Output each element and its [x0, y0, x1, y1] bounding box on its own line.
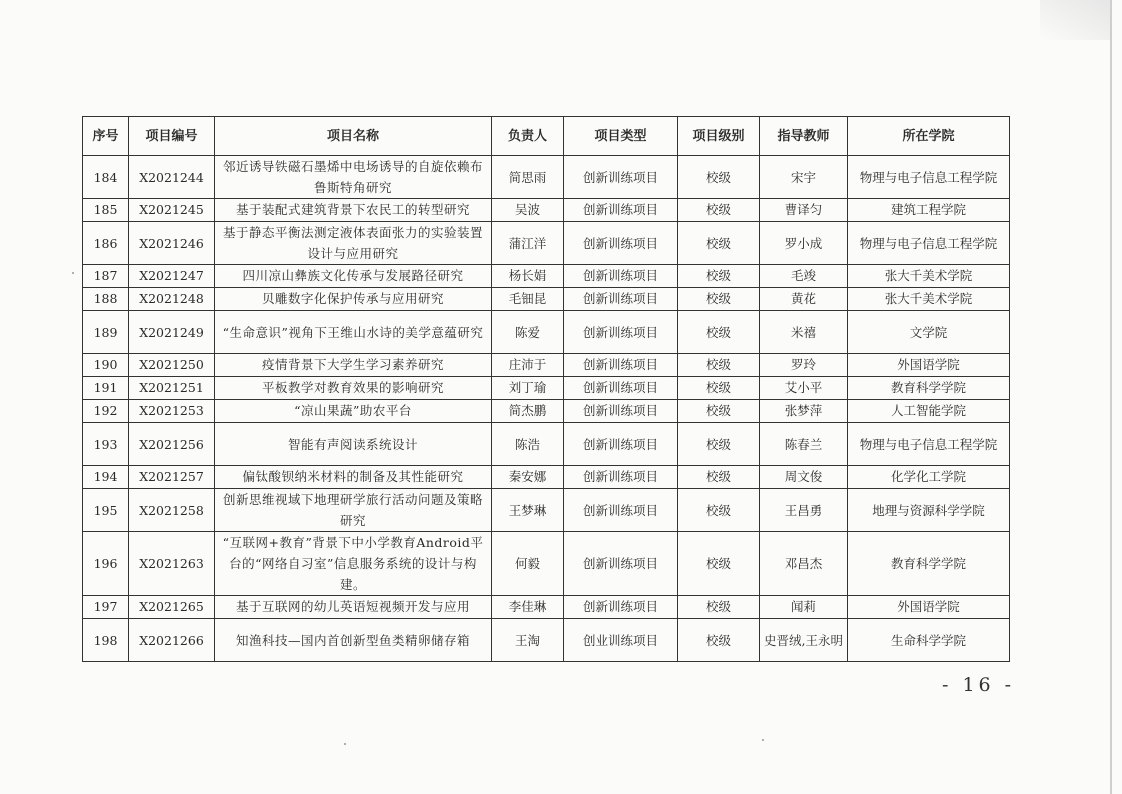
cell-name: 四川凉山彝族文化传承与发展路径研究	[215, 265, 492, 288]
cell-code: X2021244	[129, 156, 215, 199]
table-row	[83, 311, 1010, 354]
cell-name: 贝雕数字化保护传承与应用研究	[215, 288, 492, 311]
cell-leader: 简思雨	[492, 156, 564, 199]
cell-level: 校级	[678, 354, 760, 377]
cell-college: 生命科学学院	[848, 619, 1010, 662]
cell-type: 创新训练项目	[564, 199, 678, 222]
scan-speck	[762, 739, 764, 741]
cell-leader: 何毅	[492, 532, 564, 596]
cell-seq: 198	[83, 619, 129, 662]
cell-type: 创新训练项目	[564, 532, 678, 596]
cell-code: X2021251	[129, 377, 215, 400]
table-row	[83, 222, 1010, 265]
project-table	[82, 116, 1010, 662]
cell-seq: 193	[83, 423, 129, 466]
cell-advisor: 邓昌杰	[760, 532, 848, 596]
cell-code: X2021253	[129, 400, 215, 423]
cell-college: 物理与电子信息工程学院	[848, 156, 1010, 199]
cell-type: 创新训练项目	[564, 265, 678, 288]
cell-college: 化学化工学院	[848, 466, 1010, 489]
cell-name: 基于互联网的幼儿英语短视频开发与应用	[215, 596, 492, 619]
table-row	[83, 354, 1010, 377]
cell-name: 基于静态平衡法测定液体表面张力的实验装置设计与应用研究	[215, 222, 492, 265]
cell-level: 校级	[678, 489, 760, 532]
cell-leader: 毛钿昆	[492, 288, 564, 311]
cell-college: 张大千美术学院	[848, 265, 1010, 288]
cell-type: 创新训练项目	[564, 400, 678, 423]
cell-type: 创新训练项目	[564, 288, 678, 311]
cell-level: 校级	[678, 265, 760, 288]
cell-code: X2021256	[129, 423, 215, 466]
cell-seq: 188	[83, 288, 129, 311]
cell-leader: 李佳琳	[492, 596, 564, 619]
table-row	[83, 288, 1010, 311]
table-row	[83, 423, 1010, 466]
cell-name: 创新思维视域下地理研学旅行活动问题及策略研究	[215, 489, 492, 532]
table-row	[83, 377, 1010, 400]
cell-level: 校级	[678, 619, 760, 662]
cell-seq: 196	[83, 532, 129, 596]
cell-code: X2021265	[129, 596, 215, 619]
cell-type: 创新训练项目	[564, 354, 678, 377]
cell-advisor: 毛竣	[760, 265, 848, 288]
cell-seq: 189	[83, 311, 129, 354]
table-row	[83, 156, 1010, 199]
table-row	[83, 466, 1010, 489]
cell-level: 校级	[678, 311, 760, 354]
cell-type: 创新训练项目	[564, 489, 678, 532]
header-college: 所在学院	[848, 117, 1010, 156]
scan-speck	[344, 743, 346, 745]
header-code: 项目编号	[129, 117, 215, 156]
cell-level: 校级	[678, 288, 760, 311]
cell-code: X2021263	[129, 532, 215, 596]
cell-advisor: 史晋绒,王永明	[760, 619, 848, 662]
cell-name: 邻近诱导铁磁石墨烯中电场诱导的自旋依赖布鲁斯特角研究	[215, 156, 492, 199]
header-level: 项目级别	[678, 117, 760, 156]
page-edge	[1110, 0, 1112, 794]
cell-college: 物理与电子信息工程学院	[848, 222, 1010, 265]
cell-seq: 184	[83, 156, 129, 199]
table-row	[83, 265, 1010, 288]
cell-level: 校级	[678, 532, 760, 596]
cell-college: 文学院	[848, 311, 1010, 354]
cell-code: X2021249	[129, 311, 215, 354]
header-advisor: 指导教师	[760, 117, 848, 156]
cell-seq: 190	[83, 354, 129, 377]
header-name: 项目名称	[215, 117, 492, 156]
cell-advisor: 陈春兰	[760, 423, 848, 466]
cell-level: 校级	[678, 377, 760, 400]
scan-speck	[72, 272, 74, 274]
cell-name: 疫情背景下大学生学习素养研究	[215, 354, 492, 377]
cell-leader: 陈爱	[492, 311, 564, 354]
cell-name: 知渔科技—国内首创新型鱼类精卵储存箱	[215, 619, 492, 662]
header-seq: 序号	[83, 117, 129, 156]
cell-leader: 陈浩	[492, 423, 564, 466]
cell-college: 张大千美术学院	[848, 288, 1010, 311]
cell-code: X2021245	[129, 199, 215, 222]
cell-type: 创新训练项目	[564, 377, 678, 400]
cell-college: 建筑工程学院	[848, 199, 1010, 222]
cell-name: 偏钛酸钡纳米材料的制备及其性能研究	[215, 466, 492, 489]
cell-advisor: 米禧	[760, 311, 848, 354]
table-row	[83, 596, 1010, 619]
cell-leader: 简杰鹏	[492, 400, 564, 423]
cell-name: “互联网+教育”背景下中小学教育Android平台的“网络自习室”信息服务系统的设计与构建。	[215, 532, 492, 596]
cell-code: X2021247	[129, 265, 215, 288]
cell-name: 基于装配式建筑背景下农民工的转型研究	[215, 199, 492, 222]
page-number: - 16 -	[942, 674, 1016, 696]
cell-leader: 秦安娜	[492, 466, 564, 489]
cell-name: “凉山果蔬”助农平台	[215, 400, 492, 423]
cell-seq: 194	[83, 466, 129, 489]
cell-advisor: 周文俊	[760, 466, 848, 489]
cell-advisor: 艾小平	[760, 377, 848, 400]
cell-seq: 197	[83, 596, 129, 619]
cell-level: 校级	[678, 400, 760, 423]
cell-seq: 195	[83, 489, 129, 532]
cell-name: “生命意识”视角下王维山水诗的美学意蕴研究	[215, 311, 492, 354]
cell-leader: 刘丁瑜	[492, 377, 564, 400]
table-row	[83, 532, 1010, 596]
cell-seq: 192	[83, 400, 129, 423]
cell-type: 创新训练项目	[564, 156, 678, 199]
cell-advisor: 闻莉	[760, 596, 848, 619]
cell-college: 外国语学院	[848, 354, 1010, 377]
cell-leader: 杨长娟	[492, 265, 564, 288]
cell-type: 创新训练项目	[564, 423, 678, 466]
table-row	[83, 619, 1010, 662]
cell-leader: 庄沛于	[492, 354, 564, 377]
cell-seq: 185	[83, 199, 129, 222]
cell-level: 校级	[678, 423, 760, 466]
scan-shadow	[1040, 0, 1110, 40]
cell-leader: 王梦琳	[492, 489, 564, 532]
cell-college: 教育科学学院	[848, 532, 1010, 596]
table-header-row	[83, 117, 1010, 156]
cell-code: X2021246	[129, 222, 215, 265]
cell-advisor: 罗玲	[760, 354, 848, 377]
cell-college: 外国语学院	[848, 596, 1010, 619]
cell-level: 校级	[678, 222, 760, 265]
cell-code: X2021248	[129, 288, 215, 311]
cell-type: 创业训练项目	[564, 619, 678, 662]
cell-level: 校级	[678, 156, 760, 199]
header-leader: 负责人	[492, 117, 564, 156]
table-row	[83, 199, 1010, 222]
cell-college: 教育科学学院	[848, 377, 1010, 400]
cell-advisor: 罗小成	[760, 222, 848, 265]
cell-type: 创新训练项目	[564, 311, 678, 354]
cell-name: 智能有声阅读系统设计	[215, 423, 492, 466]
table-row	[83, 489, 1010, 532]
cell-college: 地理与资源科学学院	[848, 489, 1010, 532]
header-type: 项目类型	[564, 117, 678, 156]
cell-leader: 王淘	[492, 619, 564, 662]
cell-level: 校级	[678, 466, 760, 489]
cell-leader: 蒲江洋	[492, 222, 564, 265]
cell-college: 人工智能学院	[848, 400, 1010, 423]
cell-type: 创新训练项目	[564, 466, 678, 489]
cell-advisor: 张梦萍	[760, 400, 848, 423]
cell-advisor: 曹译匀	[760, 199, 848, 222]
cell-code: X2021250	[129, 354, 215, 377]
cell-seq: 191	[83, 377, 129, 400]
cell-leader: 吴波	[492, 199, 564, 222]
cell-advisor: 宋宇	[760, 156, 848, 199]
cell-seq: 187	[83, 265, 129, 288]
cell-type: 创新训练项目	[564, 222, 678, 265]
cell-code: X2021258	[129, 489, 215, 532]
cell-code: X2021266	[129, 619, 215, 662]
cell-advisor: 王昌勇	[760, 489, 848, 532]
cell-college: 物理与电子信息工程学院	[848, 423, 1010, 466]
cell-level: 校级	[678, 596, 760, 619]
table-row	[83, 400, 1010, 423]
cell-name: 平板教学对教育效果的影响研究	[215, 377, 492, 400]
cell-code: X2021257	[129, 466, 215, 489]
cell-seq: 186	[83, 222, 129, 265]
cell-advisor: 黄花	[760, 288, 848, 311]
cell-level: 校级	[678, 199, 760, 222]
cell-type: 创新训练项目	[564, 596, 678, 619]
